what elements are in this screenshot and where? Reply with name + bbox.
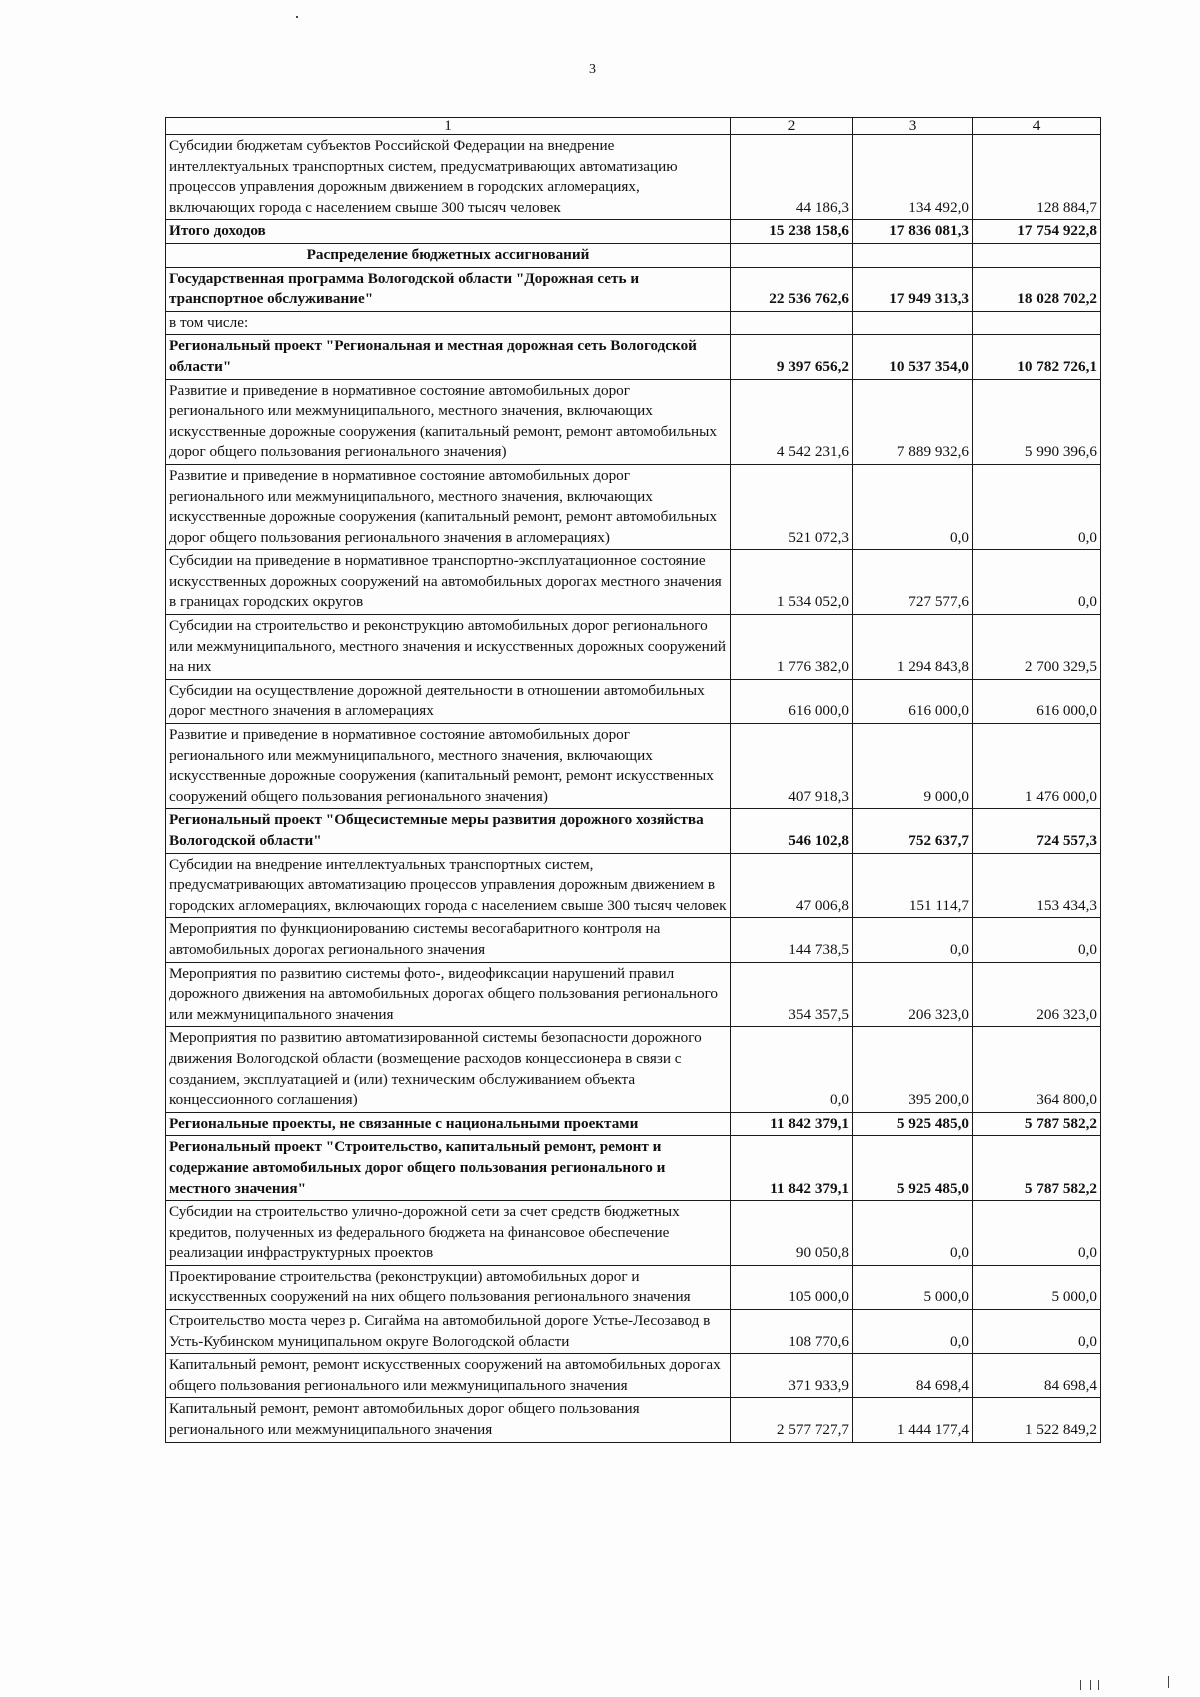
amount-col-2: 2 577 727,7 — [731, 1398, 853, 1442]
amount-col-4: 0,0 — [973, 464, 1101, 549]
amount-col-3: 395 200,0 — [853, 1027, 973, 1112]
table-row — [166, 724, 1101, 809]
scan-speck — [296, 16, 298, 18]
row-label: Региональный проект "Региональная и местная дорожная сеть Вологодской области" — [166, 335, 731, 379]
row-label: Субсидии на осуществление дорожной деятельности в отношении автомобильных дорог местного значения в агломерациях — [166, 679, 731, 723]
amount-col-4: 724 557,3 — [973, 809, 1101, 853]
amount-col-2: 105 000,0 — [731, 1265, 853, 1309]
amount-col-3: 84 698,4 — [853, 1354, 973, 1398]
table-row — [166, 809, 1101, 853]
table-row — [166, 335, 1101, 379]
amount-col-4: 153 434,3 — [973, 853, 1101, 918]
amount-col-3: 5 925 485,0 — [853, 1136, 973, 1201]
table-row — [166, 1265, 1101, 1309]
table-row — [166, 918, 1101, 962]
amount-col-3: 5 925 485,0 — [853, 1112, 973, 1136]
amount-col-2: 90 050,8 — [731, 1201, 853, 1266]
row-label: Региональные проекты, не связанные с национальными проектами — [166, 1112, 731, 1136]
table-row — [166, 220, 1101, 244]
amount-col-4: 5 000,0 — [973, 1265, 1101, 1309]
budget-table — [165, 117, 1101, 1443]
amount-col-4: 0,0 — [973, 550, 1101, 615]
table-row — [166, 243, 1101, 267]
row-label: Субсидии на приведение в нормативное транспортно-эксплуатационное состояние искусственных дорожных сооружений на автомобильных дорогах местного значения в границах городских округов — [166, 550, 731, 615]
table-row — [166, 1136, 1101, 1201]
amount-col-2: 108 770,6 — [731, 1310, 853, 1354]
table-row — [166, 267, 1101, 311]
amount-col-4: 84 698,4 — [973, 1354, 1101, 1398]
amount-col-2: 9 397 656,2 — [731, 335, 853, 379]
amount-col-4: 1 476 000,0 — [973, 724, 1101, 809]
table-row — [166, 962, 1101, 1027]
amount-col-3 — [853, 311, 973, 335]
column-header: 2 — [731, 118, 853, 135]
amount-col-4 — [973, 311, 1101, 335]
amount-col-2: 371 933,9 — [731, 1354, 853, 1398]
table-row — [166, 853, 1101, 918]
empty-cell — [973, 243, 1101, 267]
table-row — [166, 311, 1101, 335]
amount-col-3: 151 114,7 — [853, 853, 973, 918]
scan-speck — [1168, 1676, 1169, 1688]
row-label: Региональный проект "Общесистемные меры развития дорожного хозяйства Вологодской области" — [166, 809, 731, 853]
scan-speck — [1098, 1680, 1099, 1690]
table-row — [166, 550, 1101, 615]
row-label: Итого доходов — [166, 220, 731, 244]
amount-col-4: 18 028 702,2 — [973, 267, 1101, 311]
row-label: Государственная программа Вологодской области "Дорожная сеть и транспортное обслуживание" — [166, 267, 731, 311]
column-number-row — [166, 118, 1101, 135]
amount-col-3: 17 836 081,3 — [853, 220, 973, 244]
amount-col-3: 0,0 — [853, 918, 973, 962]
scan-speck — [1080, 1680, 1081, 1690]
row-label: Мероприятия по развитию системы фото-, видеофиксации нарушений правил дорожного движения на автомобильных дорогах общего пользования регионального или межмуниципального значения — [166, 962, 731, 1027]
amount-col-4: 616 000,0 — [973, 679, 1101, 723]
table-row — [166, 1354, 1101, 1398]
table-row — [166, 1310, 1101, 1354]
table-row — [166, 1201, 1101, 1266]
amount-col-4: 0,0 — [973, 918, 1101, 962]
amount-col-3: 0,0 — [853, 1310, 973, 1354]
amount-col-4: 364 800,0 — [973, 1027, 1101, 1112]
amount-col-3: 134 492,0 — [853, 135, 973, 220]
row-label: Строительство моста через р. Сигайма на автомобильной дороге Устье-Лесозавод в Усть-Кубинском муниципальном округе Вологодской области — [166, 1310, 731, 1354]
amount-col-3: 1 294 843,8 — [853, 615, 973, 680]
amount-col-2: 11 842 379,1 — [731, 1136, 853, 1201]
row-label: Развитие и приведение в нормативное состояние автомобильных дорог регионального или межмуниципального, местного значения, включающих искусственные дорожные сооружения (капитальный ремонт, ремонт автомобильных дорог общего пользования регионального значения) — [166, 379, 731, 464]
amount-col-2: 546 102,8 — [731, 809, 853, 853]
amount-col-3: 10 537 354,0 — [853, 335, 973, 379]
amount-col-2: 47 006,8 — [731, 853, 853, 918]
amount-col-4: 0,0 — [973, 1201, 1101, 1266]
amount-col-4: 5 787 582,2 — [973, 1136, 1101, 1201]
row-label: Проектирование строительства (реконструкции) автомобильных дорог и искусственных сооружений на них общего пользования регионального значения — [166, 1265, 731, 1309]
table-body — [166, 135, 1101, 1443]
amount-col-4: 2 700 329,5 — [973, 615, 1101, 680]
amount-col-3: 616 000,0 — [853, 679, 973, 723]
table-row — [166, 135, 1101, 220]
row-label: в том числе: — [166, 311, 731, 335]
amount-col-4: 5 990 396,6 — [973, 379, 1101, 464]
amount-col-3: 0,0 — [853, 1201, 973, 1266]
amount-col-2: 354 357,5 — [731, 962, 853, 1027]
scan-speck — [1090, 1680, 1091, 1690]
row-label: Капитальный ремонт, ремонт автомобильных дорог общего пользования регионального или межмуниципального значения — [166, 1398, 731, 1442]
empty-cell — [731, 243, 853, 267]
row-label: Капитальный ремонт, ремонт искусственных сооружений на автомобильных дорогах общего пользования регионального или межмуниципального значения — [166, 1354, 731, 1398]
amount-col-3: 9 000,0 — [853, 724, 973, 809]
row-label: Субсидии бюджетам субъектов Российской Федерации на внедрение интеллектуальных транспортных систем, предусматривающих автоматизацию процессов управления дорожным движением в городских агломерациях, включающих города с населением свыше 300 тысяч человек — [166, 135, 731, 220]
column-header: 3 — [853, 118, 973, 135]
row-label: Субсидии на строительство улично-дорожной сети за счет средств бюджетных кредитов, полученных из федерального бюджета на финансовое обеспечение реализации инфраструктурных проектов — [166, 1201, 731, 1266]
amount-col-2: 407 918,3 — [731, 724, 853, 809]
row-label: Развитие и приведение в нормативное состояние автомобильных дорог регионального или межмуниципального, местного значения, включающих искусственные дорожные сооружения (капитальный ремонт, ремонт искусственных сооружений общего пользования регионального значения) — [166, 724, 731, 809]
table-row — [166, 1027, 1101, 1112]
amount-col-2: 1 534 052,0 — [731, 550, 853, 615]
amount-col-3: 0,0 — [853, 464, 973, 549]
amount-col-2: 22 536 762,6 — [731, 267, 853, 311]
amount-col-4: 5 787 582,2 — [973, 1112, 1101, 1136]
column-header: 1 — [166, 118, 731, 135]
amount-col-4: 206 323,0 — [973, 962, 1101, 1027]
amount-col-2: 0,0 — [731, 1027, 853, 1112]
amount-col-2: 15 238 158,6 — [731, 220, 853, 244]
empty-cell — [853, 243, 973, 267]
amount-col-2: 616 000,0 — [731, 679, 853, 723]
table-row — [166, 679, 1101, 723]
row-label: Региональный проект "Строительство, капитальный ремонт, ремонт и содержание автомобильных дорог общего пользования регионального и местного значения" — [166, 1136, 731, 1201]
row-label: Субсидии на внедрение интеллектуальных транспортных систем, предусматривающих автоматизацию процессов управления дорожным движением в городских агломерациях, включающих города с населением свыше 300 тысяч человек — [166, 853, 731, 918]
amount-col-2 — [731, 311, 853, 335]
amount-col-2: 4 542 231,6 — [731, 379, 853, 464]
row-label: Развитие и приведение в нормативное состояние автомобильных дорог регионального или межмуниципального, местного значения, включающих искусственные дорожные сооружения (капитальный ремонт, ремонт автомобильных дорог общего пользования регионального значения в агломерациях) — [166, 464, 731, 549]
amount-col-2: 521 072,3 — [731, 464, 853, 549]
section-header: Распределение бюджетных ассигнований — [166, 243, 731, 267]
amount-col-3: 5 000,0 — [853, 1265, 973, 1309]
amount-col-4: 0,0 — [973, 1310, 1101, 1354]
table-row — [166, 464, 1101, 549]
table-row — [166, 615, 1101, 680]
page-number: 3 — [589, 62, 596, 77]
amount-col-2: 44 186,3 — [731, 135, 853, 220]
row-label: Субсидии на строительство и реконструкцию автомобильных дорог регионального или межмуниципального, местного значения и искусственных дорожных сооружений на них — [166, 615, 731, 680]
amount-col-2: 144 738,5 — [731, 918, 853, 962]
amount-col-3: 17 949 313,3 — [853, 267, 973, 311]
table-row — [166, 1398, 1101, 1442]
amount-col-4: 1 522 849,2 — [973, 1398, 1101, 1442]
amount-col-3: 752 637,7 — [853, 809, 973, 853]
amount-col-3: 1 444 177,4 — [853, 1398, 973, 1442]
column-header: 4 — [973, 118, 1101, 135]
amount-col-2: 1 776 382,0 — [731, 615, 853, 680]
amount-col-3: 727 577,6 — [853, 550, 973, 615]
row-label: Мероприятия по развитию автоматизированной системы безопасности дорожного движения Вологодской области (возмещение расходов концессионера в связи с созданием, эксплуатацией и (или) техническим обслуживанием объекта концессионного соглашения) — [166, 1027, 731, 1112]
table-row — [166, 1112, 1101, 1136]
row-label: Мероприятия по функционированию системы весогабаритного контроля на автомобильных дорогах регионального значения — [166, 918, 731, 962]
amount-col-4: 17 754 922,8 — [973, 220, 1101, 244]
amount-col-4: 10 782 726,1 — [973, 335, 1101, 379]
table-row — [166, 379, 1101, 464]
amount-col-4: 128 884,7 — [973, 135, 1101, 220]
amount-col-3: 7 889 932,6 — [853, 379, 973, 464]
amount-col-3: 206 323,0 — [853, 962, 973, 1027]
amount-col-2: 11 842 379,1 — [731, 1112, 853, 1136]
